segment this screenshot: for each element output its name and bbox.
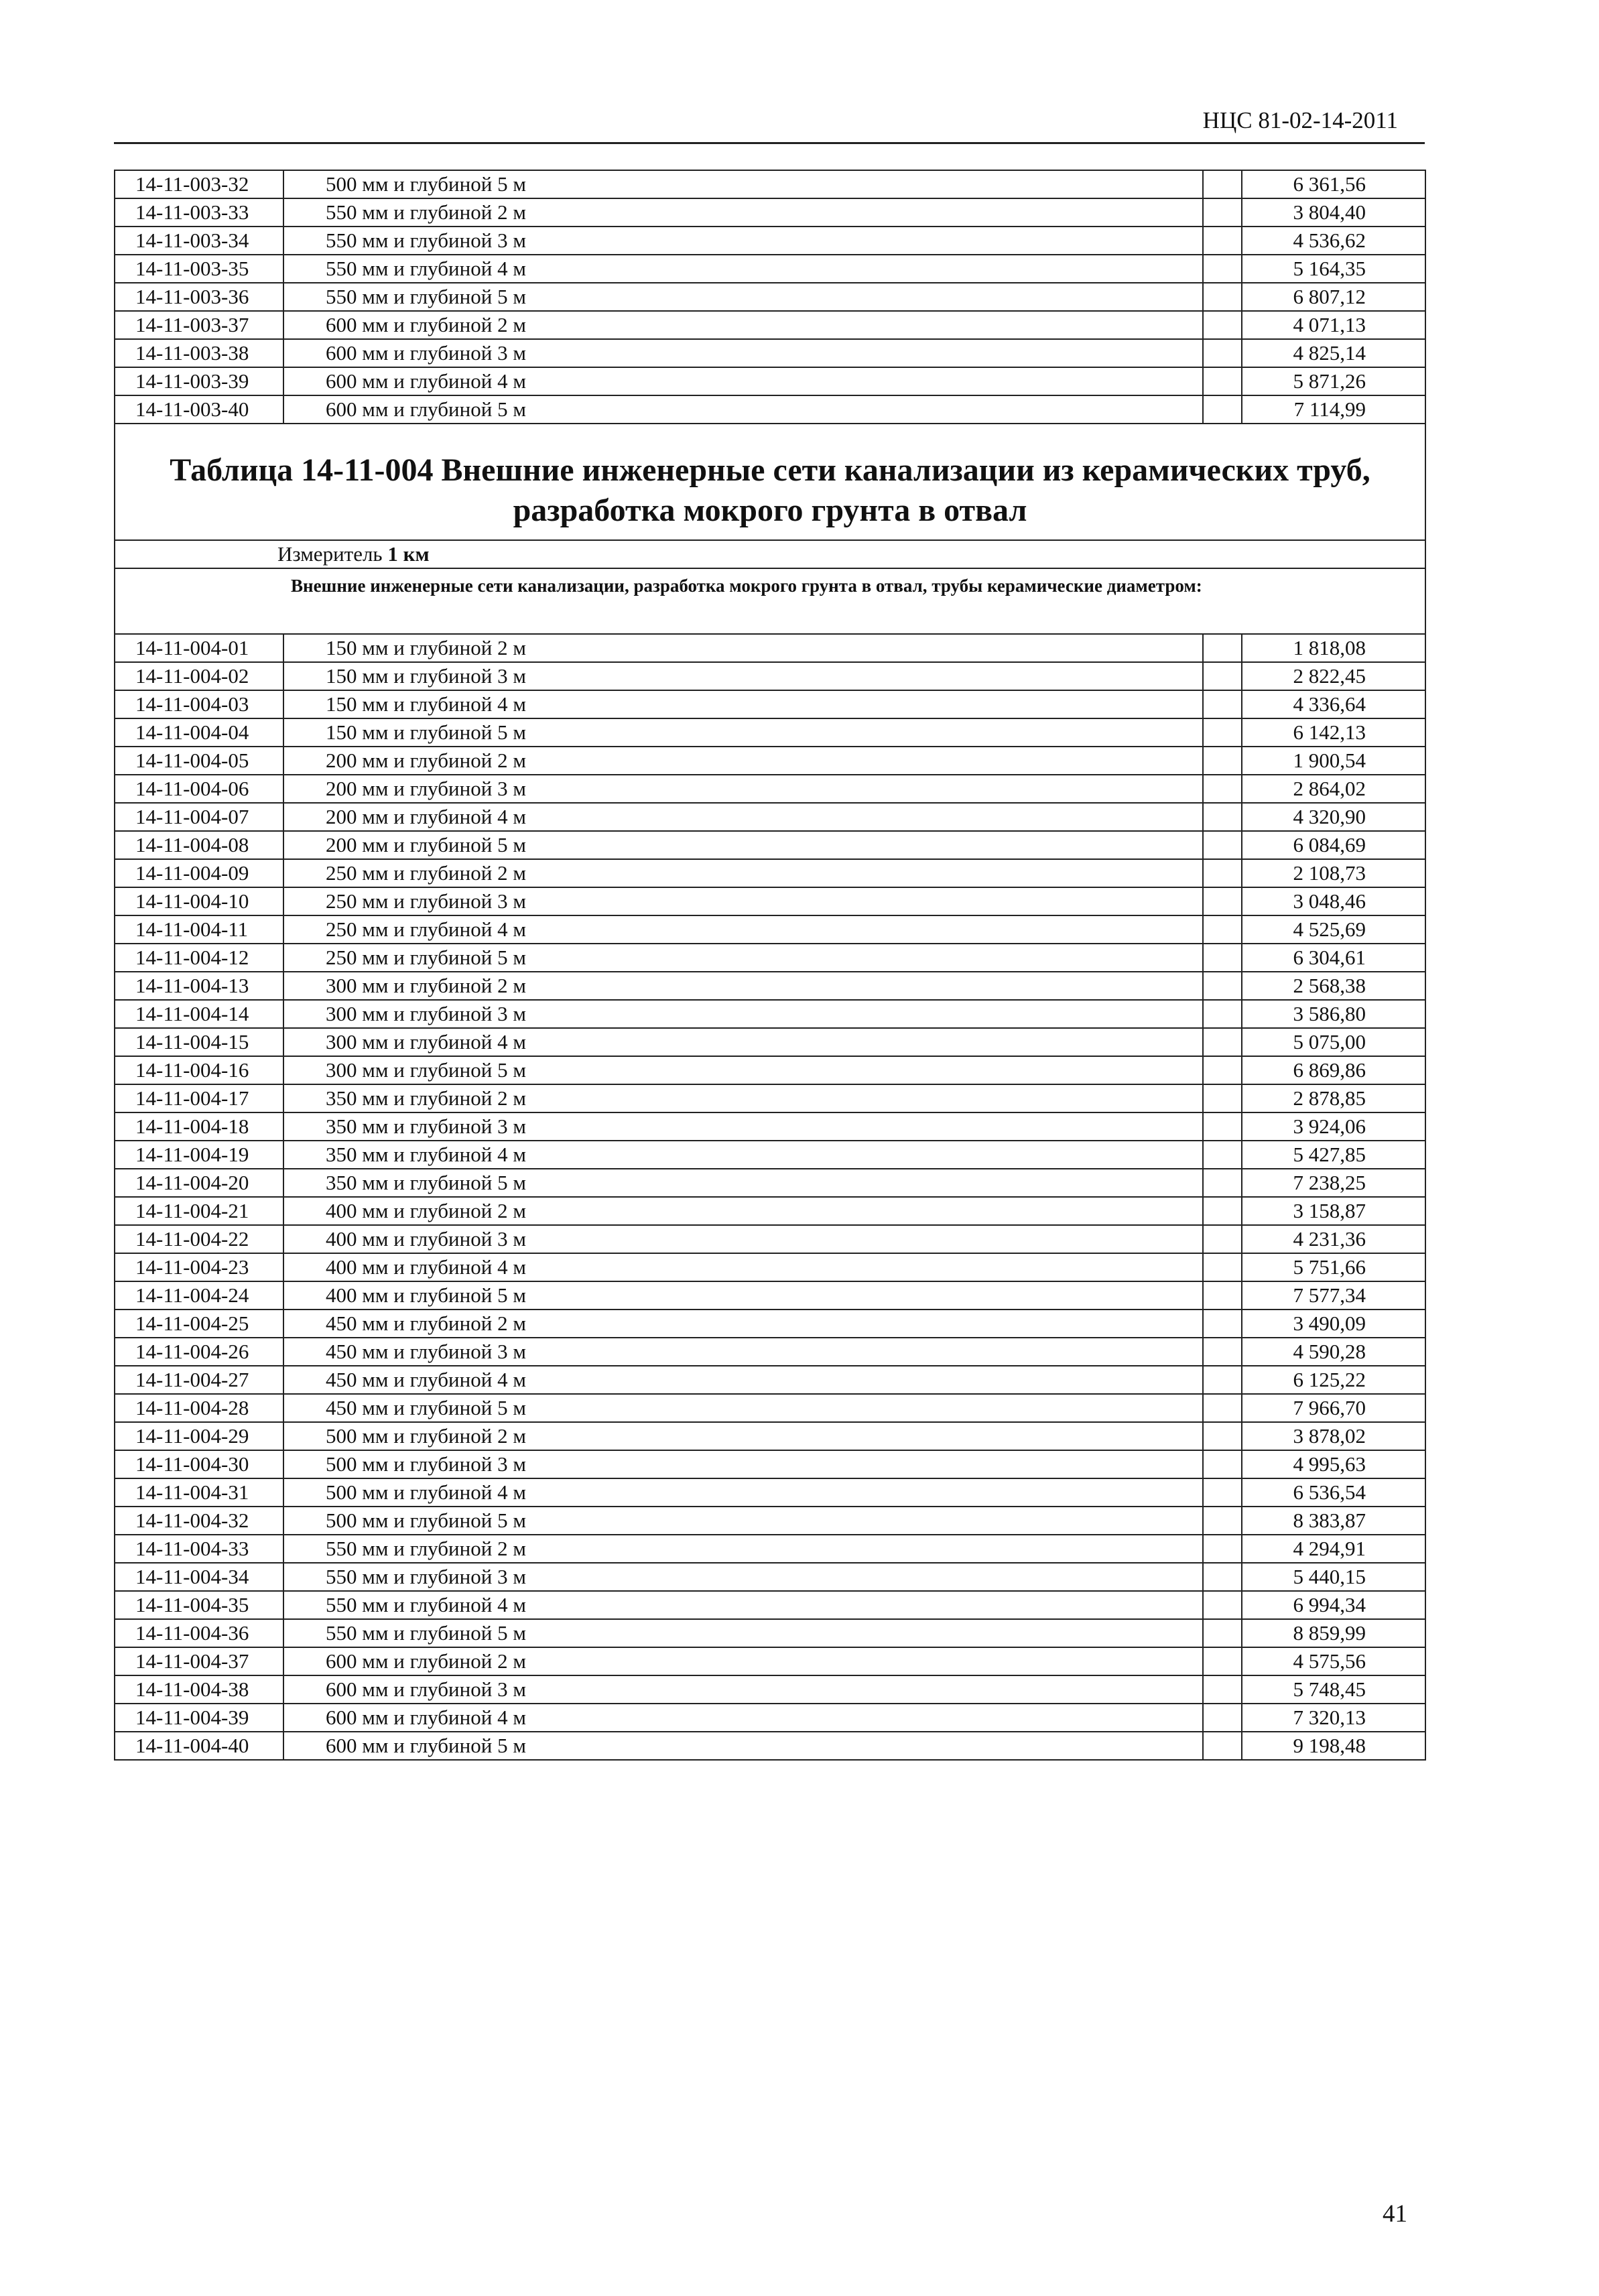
row-value: 5 748,45 bbox=[1242, 1675, 1425, 1704]
row-description: 350 мм и глубиной 4 м bbox=[283, 1141, 1203, 1169]
row-code: 14-11-004-08 bbox=[115, 831, 283, 859]
row-value: 2 822,45 bbox=[1242, 662, 1425, 690]
table-heading bbox=[115, 424, 1425, 634]
row-spacer bbox=[1203, 1478, 1242, 1507]
group-label: Внешние инженерные сети канализации, разработка мокрого грунта в отвал, трубы керамические диаметром: bbox=[115, 568, 1425, 634]
row-description: 150 мм и глубиной 2 м bbox=[283, 634, 1203, 662]
row-description: 200 мм и глубиной 2 м bbox=[283, 747, 1203, 775]
row-spacer bbox=[1203, 1169, 1242, 1197]
row-value: 6 084,69 bbox=[1242, 831, 1425, 859]
row-description: 600 мм и глубиной 5 м bbox=[283, 1732, 1203, 1760]
row-spacer bbox=[1203, 1310, 1242, 1338]
row-code: 14-11-004-12 bbox=[115, 944, 283, 972]
row-code: 14-11-004-13 bbox=[115, 972, 283, 1000]
row-description: 300 мм и глубиной 2 м bbox=[283, 972, 1203, 1000]
row-spacer bbox=[1203, 1112, 1242, 1141]
row-code: 14-11-004-23 bbox=[115, 1253, 283, 1281]
row-description: 500 мм и глубиной 3 м bbox=[283, 1450, 1203, 1478]
row-value: 3 048,46 bbox=[1242, 887, 1425, 915]
row-description: 450 мм и глубиной 3 м bbox=[283, 1338, 1203, 1366]
table-row bbox=[115, 283, 1425, 311]
row-spacer bbox=[1203, 1338, 1242, 1366]
row-description: 250 мм и глубиной 2 м bbox=[283, 859, 1203, 887]
row-value: 3 878,02 bbox=[1242, 1422, 1425, 1450]
row-spacer bbox=[1203, 634, 1242, 662]
row-spacer bbox=[1203, 718, 1242, 747]
row-description: 250 мм и глубиной 3 м bbox=[283, 887, 1203, 915]
table-row bbox=[115, 1732, 1425, 1760]
row-spacer bbox=[1203, 915, 1242, 944]
table-row bbox=[115, 1253, 1425, 1281]
row-description: 300 мм и глубиной 3 м bbox=[283, 1000, 1203, 1028]
row-value: 7 577,34 bbox=[1242, 1281, 1425, 1310]
row-description: 350 мм и глубиной 5 м bbox=[283, 1169, 1203, 1197]
row-description: 150 мм и глубиной 4 м bbox=[283, 690, 1203, 718]
row-spacer bbox=[1203, 170, 1242, 198]
unit-row bbox=[115, 540, 1425, 568]
row-value: 7 966,70 bbox=[1242, 1394, 1425, 1422]
row-code: 14-11-004-19 bbox=[115, 1141, 283, 1169]
row-spacer bbox=[1203, 1647, 1242, 1675]
row-code: 14-11-004-21 bbox=[115, 1197, 283, 1225]
page-number: 41 bbox=[1383, 2200, 1407, 2228]
table-row bbox=[115, 1450, 1425, 1478]
row-spacer bbox=[1203, 1507, 1242, 1535]
row-code: 14-11-004-27 bbox=[115, 1366, 283, 1394]
row-spacer bbox=[1203, 311, 1242, 339]
table-row bbox=[115, 311, 1425, 339]
row-spacer bbox=[1203, 283, 1242, 311]
row-description: 400 мм и глубиной 3 м bbox=[283, 1225, 1203, 1253]
row-value: 4 590,28 bbox=[1242, 1338, 1425, 1366]
row-value: 6 304,61 bbox=[1242, 944, 1425, 972]
row-spacer bbox=[1203, 1366, 1242, 1394]
table-row bbox=[115, 972, 1425, 1000]
table-row bbox=[115, 1338, 1425, 1366]
row-code: 14-11-003-32 bbox=[115, 170, 283, 198]
table-row bbox=[115, 1394, 1425, 1422]
row-code: 14-11-003-36 bbox=[115, 283, 283, 311]
row-code: 14-11-003-38 bbox=[115, 339, 283, 367]
row-description: 300 мм и глубиной 5 м bbox=[283, 1056, 1203, 1084]
table-row bbox=[115, 803, 1425, 831]
row-code: 14-11-003-33 bbox=[115, 198, 283, 227]
row-value: 5 075,00 bbox=[1242, 1028, 1425, 1056]
row-code: 14-11-003-40 bbox=[115, 395, 283, 424]
row-spacer bbox=[1203, 1084, 1242, 1112]
row-description: 150 мм и глубиной 5 м bbox=[283, 718, 1203, 747]
header-rule bbox=[114, 142, 1425, 144]
table-row bbox=[115, 944, 1425, 972]
row-description: 600 мм и глубиной 2 м bbox=[283, 311, 1203, 339]
row-spacer bbox=[1203, 1281, 1242, 1310]
table-row bbox=[115, 1535, 1425, 1563]
row-code: 14-11-004-06 bbox=[115, 775, 283, 803]
row-description: 550 мм и глубиной 5 м bbox=[283, 283, 1203, 311]
table-row bbox=[115, 1084, 1425, 1112]
table-title-line1: Таблица 14-11-004 Внешние инженерные сети канализации из керамических труб, bbox=[170, 452, 1370, 488]
row-description: 500 мм и глубиной 4 м bbox=[283, 1478, 1203, 1507]
row-value: 7 238,25 bbox=[1242, 1169, 1425, 1197]
table-row bbox=[115, 1112, 1425, 1141]
row-description: 550 мм и глубиной 2 м bbox=[283, 1535, 1203, 1563]
row-value: 2 568,38 bbox=[1242, 972, 1425, 1000]
row-spacer bbox=[1203, 859, 1242, 887]
row-description: 600 мм и глубиной 3 м bbox=[283, 1675, 1203, 1704]
row-spacer bbox=[1203, 1704, 1242, 1732]
table-row bbox=[115, 1591, 1425, 1619]
row-value: 4 825,14 bbox=[1242, 339, 1425, 367]
table-row bbox=[115, 634, 1425, 662]
table-row bbox=[115, 227, 1425, 255]
row-code: 14-11-004-30 bbox=[115, 1450, 283, 1478]
row-code: 14-11-003-35 bbox=[115, 255, 283, 283]
row-code: 14-11-004-14 bbox=[115, 1000, 283, 1028]
price-table bbox=[114, 170, 1425, 1761]
table-row bbox=[115, 395, 1425, 424]
row-code: 14-11-004-22 bbox=[115, 1225, 283, 1253]
row-value: 4 294,91 bbox=[1242, 1535, 1425, 1563]
row-description: 550 мм и глубиной 5 м bbox=[283, 1619, 1203, 1647]
row-value: 6 536,54 bbox=[1242, 1478, 1425, 1507]
row-spacer bbox=[1203, 690, 1242, 718]
table-row bbox=[115, 1225, 1425, 1253]
row-value: 8 383,87 bbox=[1242, 1507, 1425, 1535]
document-code: НЦС 81-02-14-2011 bbox=[1202, 107, 1398, 133]
row-code: 14-11-004-33 bbox=[115, 1535, 283, 1563]
row-spacer bbox=[1203, 1394, 1242, 1422]
row-code: 14-11-004-38 bbox=[115, 1675, 283, 1704]
row-value: 4 536,62 bbox=[1242, 227, 1425, 255]
row-value: 3 924,06 bbox=[1242, 1112, 1425, 1141]
row-spacer bbox=[1203, 1732, 1242, 1760]
table-row bbox=[115, 775, 1425, 803]
unit-label: Измеритель bbox=[277, 542, 383, 566]
row-description: 550 мм и глубиной 4 м bbox=[283, 255, 1203, 283]
row-value: 5 164,35 bbox=[1242, 255, 1425, 283]
table-row bbox=[115, 859, 1425, 887]
row-description: 450 мм и глубиной 2 м bbox=[283, 1310, 1203, 1338]
row-code: 14-11-004-16 bbox=[115, 1056, 283, 1084]
table-row bbox=[115, 1366, 1425, 1394]
table-row bbox=[115, 1704, 1425, 1732]
row-code: 14-11-004-40 bbox=[115, 1732, 283, 1760]
row-spacer bbox=[1203, 831, 1242, 859]
row-spacer bbox=[1203, 1000, 1242, 1028]
row-code: 14-11-004-05 bbox=[115, 747, 283, 775]
table-row bbox=[115, 1281, 1425, 1310]
main-rows bbox=[115, 634, 1425, 1760]
row-code: 14-11-004-31 bbox=[115, 1478, 283, 1507]
row-code: 14-11-004-37 bbox=[115, 1647, 283, 1675]
row-code: 14-11-004-29 bbox=[115, 1422, 283, 1450]
row-code: 14-11-004-04 bbox=[115, 718, 283, 747]
table-row bbox=[115, 1675, 1425, 1704]
row-code: 14-11-003-37 bbox=[115, 311, 283, 339]
table-row bbox=[115, 1507, 1425, 1535]
row-description: 500 мм и глубиной 5 м bbox=[283, 170, 1203, 198]
row-spacer bbox=[1203, 1225, 1242, 1253]
row-description: 550 мм и глубиной 3 м bbox=[283, 1563, 1203, 1591]
unit-value: 1 км bbox=[387, 542, 430, 566]
row-code: 14-11-004-25 bbox=[115, 1310, 283, 1338]
row-value: 3 586,80 bbox=[1242, 1000, 1425, 1028]
row-code: 14-11-004-39 bbox=[115, 1704, 283, 1732]
row-value: 4 071,13 bbox=[1242, 311, 1425, 339]
row-code: 14-11-004-24 bbox=[115, 1281, 283, 1310]
row-description: 250 мм и глубиной 4 м bbox=[283, 915, 1203, 944]
row-description: 450 мм и глубиной 4 м bbox=[283, 1366, 1203, 1394]
row-spacer bbox=[1203, 255, 1242, 283]
table-row bbox=[115, 915, 1425, 944]
row-description: 550 мм и глубиной 2 м bbox=[283, 198, 1203, 227]
table-row bbox=[115, 690, 1425, 718]
row-value: 6 361,56 bbox=[1242, 170, 1425, 198]
row-code: 14-11-004-10 bbox=[115, 887, 283, 915]
row-description: 300 мм и глубиной 4 м bbox=[283, 1028, 1203, 1056]
row-description: 350 мм и глубиной 3 м bbox=[283, 1112, 1203, 1141]
row-description: 500 мм и глубиной 5 м bbox=[283, 1507, 1203, 1535]
row-value: 6 142,13 bbox=[1242, 718, 1425, 747]
row-description: 500 мм и глубиной 2 м bbox=[283, 1422, 1203, 1450]
row-value: 9 198,48 bbox=[1242, 1732, 1425, 1760]
table-row bbox=[115, 1197, 1425, 1225]
row-code: 14-11-004-20 bbox=[115, 1169, 283, 1197]
row-value: 4 231,36 bbox=[1242, 1225, 1425, 1253]
row-description: 450 мм и глубиной 5 м bbox=[283, 1394, 1203, 1422]
row-spacer bbox=[1203, 339, 1242, 367]
row-description: 200 мм и глубиной 5 м bbox=[283, 831, 1203, 859]
table-row bbox=[115, 1647, 1425, 1675]
row-description: 400 мм и глубиной 5 м bbox=[283, 1281, 1203, 1310]
table-row bbox=[115, 1056, 1425, 1084]
row-value: 6 807,12 bbox=[1242, 283, 1425, 311]
row-description: 200 мм и глубиной 3 м bbox=[283, 775, 1203, 803]
row-value: 7 114,99 bbox=[1242, 395, 1425, 424]
table-row bbox=[115, 662, 1425, 690]
row-description: 400 мм и глубиной 2 м bbox=[283, 1197, 1203, 1225]
table-row bbox=[115, 255, 1425, 283]
row-spacer bbox=[1203, 1591, 1242, 1619]
row-value: 5 871,26 bbox=[1242, 367, 1425, 395]
row-spacer bbox=[1203, 972, 1242, 1000]
row-value: 4 995,63 bbox=[1242, 1450, 1425, 1478]
row-description: 600 мм и глубиной 4 м bbox=[283, 367, 1203, 395]
row-description: 600 мм и глубиной 2 м bbox=[283, 1647, 1203, 1675]
row-description: 600 мм и глубиной 4 м bbox=[283, 1704, 1203, 1732]
row-code: 14-11-004-17 bbox=[115, 1084, 283, 1112]
table-row bbox=[115, 1422, 1425, 1450]
row-value: 2 878,85 bbox=[1242, 1084, 1425, 1112]
table-row bbox=[115, 1000, 1425, 1028]
row-code: 14-11-004-03 bbox=[115, 690, 283, 718]
table-row bbox=[115, 170, 1425, 198]
row-spacer bbox=[1203, 1141, 1242, 1169]
row-code: 14-11-003-39 bbox=[115, 367, 283, 395]
row-value: 4 320,90 bbox=[1242, 803, 1425, 831]
row-spacer bbox=[1203, 747, 1242, 775]
row-spacer bbox=[1203, 944, 1242, 972]
row-spacer bbox=[1203, 1450, 1242, 1478]
row-spacer bbox=[1203, 227, 1242, 255]
price-table-grid bbox=[114, 170, 1426, 1761]
row-code: 14-11-004-18 bbox=[115, 1112, 283, 1141]
row-value: 4 525,69 bbox=[1242, 915, 1425, 944]
row-spacer bbox=[1203, 887, 1242, 915]
row-code: 14-11-004-09 bbox=[115, 859, 283, 887]
row-description: 550 мм и глубиной 3 м bbox=[283, 227, 1203, 255]
row-value: 5 440,15 bbox=[1242, 1563, 1425, 1591]
row-code: 14-11-004-32 bbox=[115, 1507, 283, 1535]
table-row bbox=[115, 1141, 1425, 1169]
row-spacer bbox=[1203, 775, 1242, 803]
top-rows bbox=[115, 170, 1425, 424]
row-value: 2 108,73 bbox=[1242, 859, 1425, 887]
row-spacer bbox=[1203, 1535, 1242, 1563]
row-code: 14-11-004-11 bbox=[115, 915, 283, 944]
row-code: 14-11-004-02 bbox=[115, 662, 283, 690]
row-description: 400 мм и глубиной 4 м bbox=[283, 1253, 1203, 1281]
row-spacer bbox=[1203, 198, 1242, 227]
row-code: 14-11-004-26 bbox=[115, 1338, 283, 1366]
row-description: 250 мм и глубиной 5 м bbox=[283, 944, 1203, 972]
row-description: 600 мм и глубиной 3 м bbox=[283, 339, 1203, 367]
row-value: 5 427,85 bbox=[1242, 1141, 1425, 1169]
table-row bbox=[115, 1028, 1425, 1056]
row-value: 3 804,40 bbox=[1242, 198, 1425, 227]
row-spacer bbox=[1203, 1675, 1242, 1704]
row-spacer bbox=[1203, 395, 1242, 424]
table-row bbox=[115, 747, 1425, 775]
row-value: 4 575,56 bbox=[1242, 1647, 1425, 1675]
table-row bbox=[115, 1478, 1425, 1507]
row-value: 6 869,86 bbox=[1242, 1056, 1425, 1084]
row-code: 14-11-004-35 bbox=[115, 1591, 283, 1619]
row-spacer bbox=[1203, 662, 1242, 690]
row-spacer bbox=[1203, 1422, 1242, 1450]
row-value: 2 864,02 bbox=[1242, 775, 1425, 803]
row-description: 350 мм и глубиной 2 м bbox=[283, 1084, 1203, 1112]
row-spacer bbox=[1203, 1056, 1242, 1084]
row-value: 7 320,13 bbox=[1242, 1704, 1425, 1732]
table-row bbox=[115, 367, 1425, 395]
row-code: 14-11-004-34 bbox=[115, 1563, 283, 1591]
row-description: 600 мм и глубиной 5 м bbox=[283, 395, 1203, 424]
row-value: 4 336,64 bbox=[1242, 690, 1425, 718]
row-code: 14-11-004-07 bbox=[115, 803, 283, 831]
table-row bbox=[115, 1169, 1425, 1197]
row-value: 1 900,54 bbox=[1242, 747, 1425, 775]
table-row bbox=[115, 1563, 1425, 1591]
row-value: 1 818,08 bbox=[1242, 634, 1425, 662]
table-row bbox=[115, 339, 1425, 367]
row-description: 200 мм и глубиной 4 м bbox=[283, 803, 1203, 831]
row-value: 3 490,09 bbox=[1242, 1310, 1425, 1338]
row-spacer bbox=[1203, 367, 1242, 395]
row-description: 550 мм и глубиной 4 м bbox=[283, 1591, 1203, 1619]
row-spacer bbox=[1203, 1563, 1242, 1591]
row-value: 6 994,34 bbox=[1242, 1591, 1425, 1619]
row-spacer bbox=[1203, 1197, 1242, 1225]
row-code: 14-11-003-34 bbox=[115, 227, 283, 255]
row-value: 8 859,99 bbox=[1242, 1619, 1425, 1647]
row-spacer bbox=[1203, 803, 1242, 831]
row-code: 14-11-004-15 bbox=[115, 1028, 283, 1056]
row-value: 3 158,87 bbox=[1242, 1197, 1425, 1225]
row-value: 5 751,66 bbox=[1242, 1253, 1425, 1281]
row-description: 150 мм и глубиной 3 м bbox=[283, 662, 1203, 690]
row-code: 14-11-004-01 bbox=[115, 634, 283, 662]
row-spacer bbox=[1203, 1028, 1242, 1056]
row-code: 14-11-004-28 bbox=[115, 1394, 283, 1422]
table-title-line2: разработка мокрого грунта в отвал bbox=[513, 493, 1027, 528]
table-row bbox=[115, 1619, 1425, 1647]
table-row bbox=[115, 718, 1425, 747]
row-spacer bbox=[1203, 1619, 1242, 1647]
table-row bbox=[115, 831, 1425, 859]
table-row bbox=[115, 198, 1425, 227]
row-value: 6 125,22 bbox=[1242, 1366, 1425, 1394]
table-title bbox=[115, 424, 1425, 540]
row-spacer bbox=[1203, 1253, 1242, 1281]
table-row bbox=[115, 887, 1425, 915]
table-row bbox=[115, 1310, 1425, 1338]
row-code: 14-11-004-36 bbox=[115, 1619, 283, 1647]
